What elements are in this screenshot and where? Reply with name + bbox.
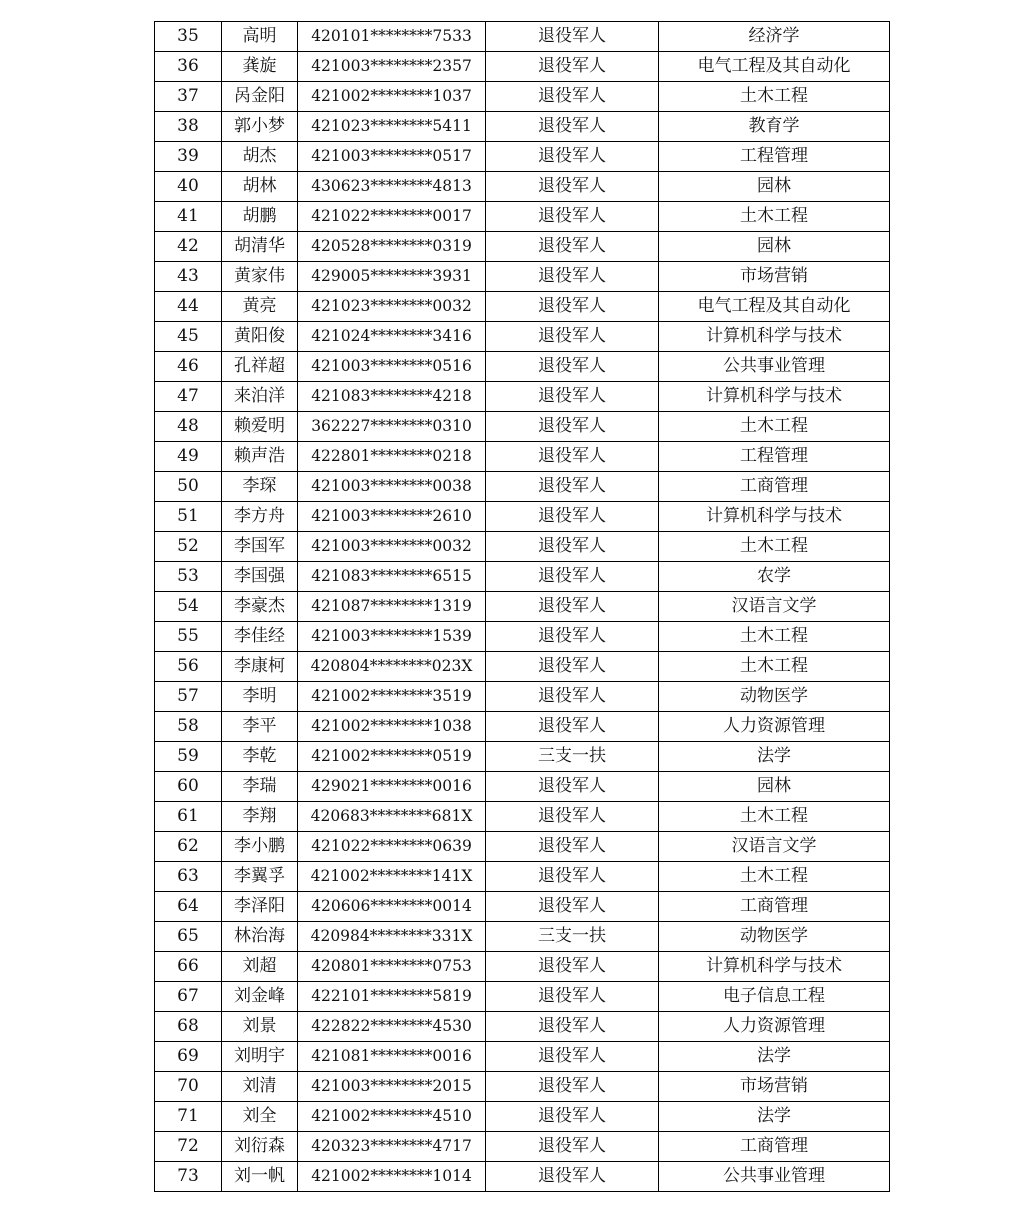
major-cell: 电气工程及其自动化 (659, 52, 890, 82)
row-number-cell: 38 (155, 112, 222, 142)
table-row (155, 532, 890, 562)
major-cell: 法学 (659, 1042, 890, 1072)
name-cell: 呙金阳 (222, 82, 298, 112)
name-cell: 赖爱明 (222, 412, 298, 442)
table-row (155, 652, 890, 682)
major-cell: 法学 (659, 742, 890, 772)
row-number-cell: 60 (155, 772, 222, 802)
name-cell: 李乾 (222, 742, 298, 772)
id-number-cell: 421002********4510 (298, 1102, 486, 1132)
category-cell: 退役军人 (486, 1012, 659, 1042)
name-cell: 刘清 (222, 1072, 298, 1102)
name-cell: 李平 (222, 712, 298, 742)
table-row (155, 712, 890, 742)
table-row (155, 172, 890, 202)
name-cell: 孔祥超 (222, 352, 298, 382)
row-number-cell: 65 (155, 922, 222, 952)
category-cell: 退役军人 (486, 892, 659, 922)
major-cell: 园林 (659, 772, 890, 802)
row-number-cell: 41 (155, 202, 222, 232)
category-cell: 退役军人 (486, 592, 659, 622)
category-cell: 退役军人 (486, 112, 659, 142)
table-row (155, 502, 890, 532)
id-number-cell: 421002********141X (298, 862, 486, 892)
category-cell: 三支一扶 (486, 922, 659, 952)
category-cell: 退役军人 (486, 412, 659, 442)
major-cell: 人力资源管理 (659, 1012, 890, 1042)
major-cell: 经济学 (659, 22, 890, 52)
row-number-cell: 71 (155, 1102, 222, 1132)
major-cell: 公共事业管理 (659, 1162, 890, 1192)
id-number-cell: 420804********023X (298, 652, 486, 682)
row-number-cell: 35 (155, 22, 222, 52)
row-number-cell: 42 (155, 232, 222, 262)
category-cell: 退役军人 (486, 1042, 659, 1072)
name-cell: 林治海 (222, 922, 298, 952)
name-cell: 赖声浩 (222, 442, 298, 472)
row-number-cell: 66 (155, 952, 222, 982)
row-number-cell: 48 (155, 412, 222, 442)
major-cell: 动物医学 (659, 682, 890, 712)
name-cell: 李豪杰 (222, 592, 298, 622)
table-row (155, 202, 890, 232)
category-cell: 退役军人 (486, 832, 659, 862)
row-number-cell: 53 (155, 562, 222, 592)
major-cell: 工商管理 (659, 472, 890, 502)
category-cell: 退役军人 (486, 172, 659, 202)
name-cell: 龚旋 (222, 52, 298, 82)
table-row (155, 382, 890, 412)
table-row (155, 112, 890, 142)
major-cell: 市场营销 (659, 1072, 890, 1102)
category-cell: 退役军人 (486, 442, 659, 472)
row-number-cell: 52 (155, 532, 222, 562)
category-cell: 退役军人 (486, 772, 659, 802)
name-cell: 刘衍森 (222, 1132, 298, 1162)
name-cell: 黄家伟 (222, 262, 298, 292)
name-cell: 李康柯 (222, 652, 298, 682)
name-cell: 胡杰 (222, 142, 298, 172)
major-cell: 人力资源管理 (659, 712, 890, 742)
row-number-cell: 57 (155, 682, 222, 712)
category-cell: 退役军人 (486, 82, 659, 112)
id-number-cell: 421083********4218 (298, 382, 486, 412)
major-cell: 汉语言文学 (659, 832, 890, 862)
id-number-cell: 420323********4717 (298, 1132, 486, 1162)
id-number-cell: 421087********1319 (298, 592, 486, 622)
id-number-cell: 422101********5819 (298, 982, 486, 1012)
row-number-cell: 39 (155, 142, 222, 172)
table-row (155, 1132, 890, 1162)
major-cell: 园林 (659, 172, 890, 202)
id-number-cell: 420801********0753 (298, 952, 486, 982)
table-row (155, 412, 890, 442)
row-number-cell: 69 (155, 1042, 222, 1072)
name-cell: 李翔 (222, 802, 298, 832)
id-number-cell: 421003********0516 (298, 352, 486, 382)
category-cell: 退役军人 (486, 1102, 659, 1132)
category-cell: 退役军人 (486, 952, 659, 982)
id-number-cell: 420984********331X (298, 922, 486, 952)
category-cell: 退役军人 (486, 292, 659, 322)
row-number-cell: 68 (155, 1012, 222, 1042)
name-cell: 刘一帆 (222, 1162, 298, 1192)
table-row (155, 322, 890, 352)
major-cell: 土木工程 (659, 622, 890, 652)
table-row (155, 802, 890, 832)
id-number-cell: 420101********7533 (298, 22, 486, 52)
table-row (155, 562, 890, 592)
table-row (155, 862, 890, 892)
category-cell: 三支一扶 (486, 742, 659, 772)
table-row (155, 742, 890, 772)
row-number-cell: 64 (155, 892, 222, 922)
id-number-cell: 421002********1038 (298, 712, 486, 742)
major-cell: 土木工程 (659, 82, 890, 112)
table-row (155, 142, 890, 172)
major-cell: 汉语言文学 (659, 592, 890, 622)
major-cell: 土木工程 (659, 802, 890, 832)
id-number-cell: 421003********2015 (298, 1072, 486, 1102)
id-number-cell: 421023********0032 (298, 292, 486, 322)
table-row (155, 22, 890, 52)
row-number-cell: 51 (155, 502, 222, 532)
id-number-cell: 421081********0016 (298, 1042, 486, 1072)
id-number-cell: 420528********0319 (298, 232, 486, 262)
major-cell: 市场营销 (659, 262, 890, 292)
roster-table-body (155, 22, 890, 1192)
table-row (155, 472, 890, 502)
row-number-cell: 54 (155, 592, 222, 622)
table-row (155, 952, 890, 982)
table-row (155, 592, 890, 622)
row-number-cell: 56 (155, 652, 222, 682)
name-cell: 郭小梦 (222, 112, 298, 142)
category-cell: 退役军人 (486, 682, 659, 712)
row-number-cell: 73 (155, 1162, 222, 1192)
major-cell: 电子信息工程 (659, 982, 890, 1012)
category-cell: 退役军人 (486, 532, 659, 562)
id-number-cell: 421003********2610 (298, 502, 486, 532)
id-number-cell: 422822********4530 (298, 1012, 486, 1042)
major-cell: 计算机科学与技术 (659, 502, 890, 532)
category-cell: 退役军人 (486, 262, 659, 292)
table-row (155, 772, 890, 802)
major-cell: 工程管理 (659, 142, 890, 172)
category-cell: 退役军人 (486, 1072, 659, 1102)
category-cell: 退役军人 (486, 322, 659, 352)
major-cell: 园林 (659, 232, 890, 262)
id-number-cell: 421003********0038 (298, 472, 486, 502)
row-number-cell: 58 (155, 712, 222, 742)
name-cell: 李国军 (222, 532, 298, 562)
id-number-cell: 421002********1037 (298, 82, 486, 112)
row-number-cell: 70 (155, 1072, 222, 1102)
id-number-cell: 421002********0519 (298, 742, 486, 772)
row-number-cell: 62 (155, 832, 222, 862)
name-cell: 黄亮 (222, 292, 298, 322)
major-cell: 计算机科学与技术 (659, 322, 890, 352)
major-cell: 计算机科学与技术 (659, 952, 890, 982)
table-row (155, 292, 890, 322)
major-cell: 土木工程 (659, 532, 890, 562)
name-cell: 胡林 (222, 172, 298, 202)
table-row (155, 442, 890, 472)
major-cell: 农学 (659, 562, 890, 592)
name-cell: 刘明宇 (222, 1042, 298, 1072)
major-cell: 工商管理 (659, 892, 890, 922)
name-cell: 刘全 (222, 1102, 298, 1132)
id-number-cell: 421022********0017 (298, 202, 486, 232)
category-cell: 退役军人 (486, 142, 659, 172)
major-cell: 土木工程 (659, 412, 890, 442)
id-number-cell: 429021********0016 (298, 772, 486, 802)
name-cell: 刘超 (222, 952, 298, 982)
category-cell: 退役军人 (486, 52, 659, 82)
category-cell: 退役军人 (486, 22, 659, 52)
row-number-cell: 47 (155, 382, 222, 412)
name-cell: 李国强 (222, 562, 298, 592)
category-cell: 退役军人 (486, 982, 659, 1012)
category-cell: 退役军人 (486, 622, 659, 652)
category-cell: 退役军人 (486, 862, 659, 892)
major-cell: 教育学 (659, 112, 890, 142)
major-cell: 工商管理 (659, 1132, 890, 1162)
id-number-cell: 362227********0310 (298, 412, 486, 442)
name-cell: 高明 (222, 22, 298, 52)
table-row (155, 1042, 890, 1072)
id-number-cell: 421002********3519 (298, 682, 486, 712)
id-number-cell: 421003********0032 (298, 532, 486, 562)
table-row (155, 1162, 890, 1192)
row-number-cell: 37 (155, 82, 222, 112)
id-number-cell: 421003********1539 (298, 622, 486, 652)
row-number-cell: 67 (155, 982, 222, 1012)
table-row (155, 1072, 890, 1102)
table-row (155, 1102, 890, 1132)
id-number-cell: 420606********0014 (298, 892, 486, 922)
name-cell: 李翼孚 (222, 862, 298, 892)
id-number-cell: 422801********0218 (298, 442, 486, 472)
name-cell: 黄阳俊 (222, 322, 298, 352)
major-cell: 电气工程及其自动化 (659, 292, 890, 322)
row-number-cell: 36 (155, 52, 222, 82)
category-cell: 退役军人 (486, 802, 659, 832)
major-cell: 土木工程 (659, 652, 890, 682)
row-number-cell: 40 (155, 172, 222, 202)
row-number-cell: 55 (155, 622, 222, 652)
row-number-cell: 45 (155, 322, 222, 352)
major-cell: 计算机科学与技术 (659, 382, 890, 412)
name-cell: 李琛 (222, 472, 298, 502)
category-cell: 退役军人 (486, 202, 659, 232)
table-row (155, 622, 890, 652)
category-cell: 退役军人 (486, 652, 659, 682)
name-cell: 来泊洋 (222, 382, 298, 412)
table-row (155, 352, 890, 382)
id-number-cell: 421023********5411 (298, 112, 486, 142)
row-number-cell: 44 (155, 292, 222, 322)
row-number-cell: 72 (155, 1132, 222, 1162)
table-row (155, 682, 890, 712)
name-cell: 胡清华 (222, 232, 298, 262)
category-cell: 退役军人 (486, 1162, 659, 1192)
row-number-cell: 50 (155, 472, 222, 502)
row-number-cell: 59 (155, 742, 222, 772)
category-cell: 退役军人 (486, 562, 659, 592)
major-cell: 工程管理 (659, 442, 890, 472)
table-row (155, 832, 890, 862)
table-row (155, 922, 890, 952)
table-row (155, 1012, 890, 1042)
id-number-cell: 421022********0639 (298, 832, 486, 862)
major-cell: 土木工程 (659, 202, 890, 232)
category-cell: 退役军人 (486, 472, 659, 502)
major-cell: 法学 (659, 1102, 890, 1132)
id-number-cell: 429005********3931 (298, 262, 486, 292)
id-number-cell: 421024********3416 (298, 322, 486, 352)
id-number-cell: 421002********1014 (298, 1162, 486, 1192)
id-number-cell: 421003********0517 (298, 142, 486, 172)
table-row (155, 52, 890, 82)
table-row (155, 982, 890, 1012)
row-number-cell: 46 (155, 352, 222, 382)
category-cell: 退役军人 (486, 232, 659, 262)
id-number-cell: 420683********681X (298, 802, 486, 832)
row-number-cell: 61 (155, 802, 222, 832)
id-number-cell: 421083********6515 (298, 562, 486, 592)
name-cell: 刘景 (222, 1012, 298, 1042)
category-cell: 退役军人 (486, 382, 659, 412)
category-cell: 退役军人 (486, 502, 659, 532)
name-cell: 刘金峰 (222, 982, 298, 1012)
major-cell: 动物医学 (659, 922, 890, 952)
name-cell: 胡鹏 (222, 202, 298, 232)
name-cell: 李小鹏 (222, 832, 298, 862)
row-number-cell: 43 (155, 262, 222, 292)
name-cell: 李方舟 (222, 502, 298, 532)
name-cell: 李佳经 (222, 622, 298, 652)
major-cell: 土木工程 (659, 862, 890, 892)
row-number-cell: 49 (155, 442, 222, 472)
table-row (155, 892, 890, 922)
roster-table (154, 21, 890, 1192)
table-row (155, 232, 890, 262)
table-row (155, 82, 890, 112)
table-row (155, 262, 890, 292)
major-cell: 公共事业管理 (659, 352, 890, 382)
name-cell: 李泽阳 (222, 892, 298, 922)
name-cell: 李明 (222, 682, 298, 712)
category-cell: 退役军人 (486, 712, 659, 742)
name-cell: 李瑞 (222, 772, 298, 802)
row-number-cell: 63 (155, 862, 222, 892)
id-number-cell: 421003********2357 (298, 52, 486, 82)
id-number-cell: 430623********4813 (298, 172, 486, 202)
category-cell: 退役军人 (486, 1132, 659, 1162)
category-cell: 退役军人 (486, 352, 659, 382)
